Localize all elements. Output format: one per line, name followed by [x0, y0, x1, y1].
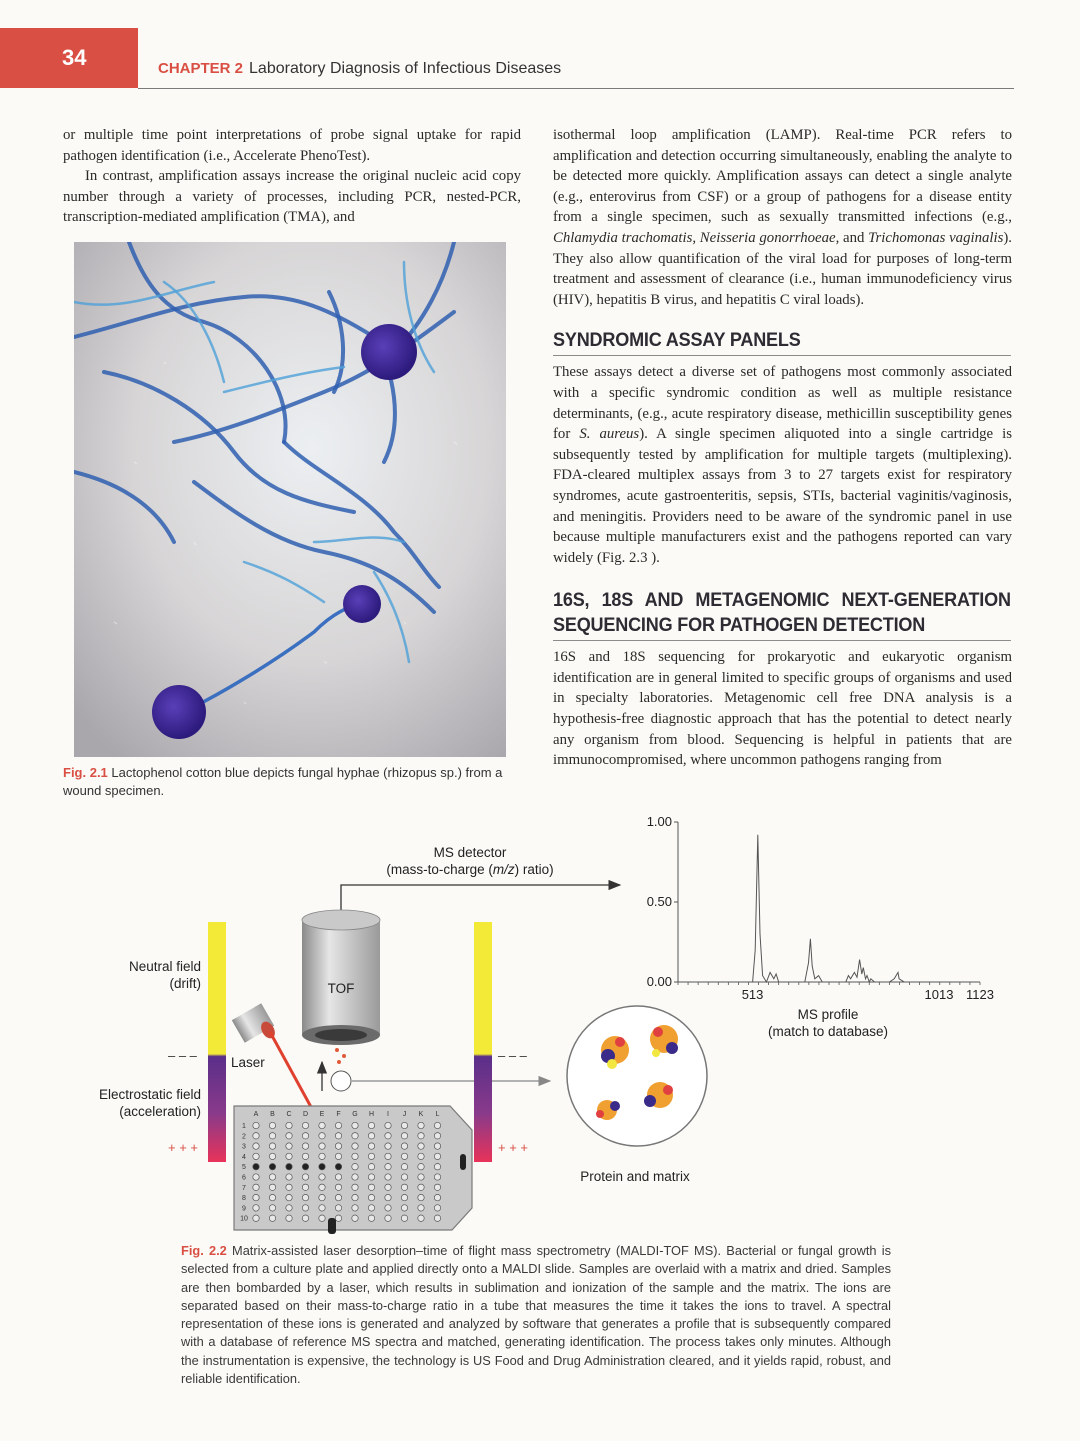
plate-well [253, 1164, 259, 1170]
plate-well [269, 1184, 275, 1190]
plate-well [368, 1122, 374, 1128]
plate-col-label: C [286, 1111, 292, 1118]
minus-sign-left: – – – [168, 1048, 197, 1063]
plate-well [418, 1122, 424, 1128]
plate-well [302, 1205, 308, 1211]
plate-row-label: 3 [242, 1143, 246, 1151]
plate-well [302, 1164, 308, 1170]
plate-well [335, 1205, 341, 1211]
y-tick-label: 0.50 [646, 894, 672, 909]
ms-ratio-label [386, 862, 553, 877]
plate-well [335, 1153, 341, 1159]
plate-well [352, 1164, 358, 1170]
plate-row-label: 4 [242, 1153, 246, 1161]
text-run: isothermal loop amplification (LAMP). Real-time PCR refers to amplification and detection occurring simultaneously, enabling the analyte to be detected more quickly. Amplification assays can detect a single analyte (e.g., enterovirus from CSF) or a group of pathogens for a disease entity from a single specimen, such as sexually transmitted infections (e.g., [553, 127, 1012, 226]
plate-well [269, 1174, 275, 1180]
plate-well [352, 1122, 358, 1128]
plate-well [434, 1215, 440, 1221]
mz-symbol: m/z [492, 862, 515, 877]
caption-text: Matrix-assisted laser desorption–time of flight mass spectrometry (MALDI-TOF MS). Bacterial or fungal growth is selected from a culture plate and applied directly onto a MALDI slide. Samples are overlaid with a matrix and dried. Samples are then bombarded by a laser, which results in sublimation and ionization of the sample and the matrix. The ions are separated based on their mass-to-charge ratio in a tube that measures the time it takes the ions to travel. A spectral representation of these ions is generated and analyzed by software that generates a profile that is subsequently compared with a database of reference MS spectra and matched, generating identification. The process takes only minutes. Although the instrumentation is expensive, the technology is US Food and Drug Administration cleared, and it yields rapid, robust, and reliable identification. [181, 1243, 891, 1387]
plate-well [401, 1133, 407, 1139]
header-rule [138, 88, 1014, 89]
plate-row-label: 10 [240, 1215, 248, 1223]
plate-well [253, 1215, 259, 1221]
plate-row-label: 8 [242, 1195, 246, 1203]
ms-profile-sublabel: (match to database) [767, 1024, 889, 1039]
tof-label: TOF [327, 981, 355, 996]
plate-well [368, 1174, 374, 1180]
plate-well [401, 1153, 407, 1159]
text-run: ). A single specimen aliquoted into a single cartridge is subsequently tested by amplification for multiple targets (multiplexing). FDA-cleared multiplex assays from 3 to 27 targets exist for respiratory syndromes, acute gastroenteritis, sepsis, STIs, bacterial vaginitis/vaginosis, and meningitis. Providers need to be aware of the syndromic panel in use because multiple manufacturers exist and the pathogens reported can vary widely (Fig. 2.3 ). [553, 426, 1013, 566]
plate-well [418, 1215, 424, 1221]
plate-well [368, 1194, 374, 1200]
field-bar-left [208, 922, 226, 1162]
field-bar-right [474, 922, 492, 1162]
plate-well [385, 1184, 391, 1190]
laser-label: Laser [231, 1055, 265, 1070]
plate-well [385, 1164, 391, 1170]
plate-well [319, 1205, 325, 1211]
ms-spectrum-chart [647, 814, 994, 1002]
plate-col-label: E [319, 1111, 325, 1118]
tof-tube [302, 910, 380, 1045]
plate-well [286, 1215, 292, 1221]
plate-well [335, 1184, 341, 1190]
plate-well [434, 1194, 440, 1200]
fungal-hyphae-micrograph [74, 242, 506, 757]
plate-well [253, 1174, 259, 1180]
plate-well [319, 1194, 325, 1200]
plate-well [418, 1153, 424, 1159]
plate-well [434, 1122, 440, 1128]
plate-row-label: 2 [242, 1133, 246, 1141]
plate-well [385, 1194, 391, 1200]
plate-well [418, 1174, 424, 1180]
plate-well [335, 1133, 341, 1139]
neutral-field-sublabel: (drift) [169, 976, 201, 991]
section-heading-sequencing: 16S, 18S AND METAGENOMIC NEXT-GENERATION SEQUENCING FOR PATHOGEN DETECTION [553, 588, 1011, 641]
plate-well [269, 1133, 275, 1139]
plate-well [401, 1143, 407, 1149]
figure-2-2-caption [181, 1242, 891, 1388]
plate-well [335, 1143, 341, 1149]
plus-sign-right: + + + [498, 1140, 528, 1155]
plate-well [335, 1122, 341, 1128]
plate-well [286, 1164, 292, 1170]
plate-well [352, 1174, 358, 1180]
plate-well [434, 1153, 440, 1159]
plate-well [385, 1143, 391, 1149]
plate-well [253, 1184, 259, 1190]
plate-well [319, 1153, 325, 1159]
text-run: (mass-to-charge ( [386, 862, 493, 877]
ms-detector-label: MS detector [433, 845, 507, 860]
plate-well [302, 1215, 308, 1221]
text-run: ) ratio) [514, 862, 554, 877]
plate-well [286, 1133, 292, 1139]
plate-well [302, 1153, 308, 1159]
x-tick-label: 1123 [966, 987, 994, 1002]
plate-well [434, 1143, 440, 1149]
species-name: Chlamydia trachomatis, Neisseria gonorrhoeae, [553, 229, 840, 246]
plate-well [418, 1194, 424, 1200]
plate-well [335, 1174, 341, 1180]
plate-well [269, 1215, 275, 1221]
figure-2-1-caption [63, 764, 523, 799]
plate-well [401, 1194, 407, 1200]
plate-col-label: B [270, 1111, 275, 1118]
plate-well [286, 1122, 292, 1128]
plate-col-label: D [302, 1111, 309, 1118]
plate-well [286, 1143, 292, 1149]
plate-well [269, 1122, 275, 1128]
plate-well [401, 1205, 407, 1211]
ion-cluster [331, 1071, 351, 1091]
plate-well [286, 1184, 292, 1190]
ion-particles [335, 1048, 346, 1064]
plate-col-label: I [387, 1111, 389, 1118]
plate-well [319, 1164, 325, 1170]
plate-well [319, 1215, 325, 1221]
plate-well [401, 1174, 407, 1180]
plate-well [269, 1143, 275, 1149]
y-tick-label: 1.00 [646, 814, 672, 829]
plate-well [385, 1215, 391, 1221]
plate-well [368, 1215, 374, 1221]
plate-well [319, 1143, 325, 1149]
plate-col-label: G [352, 1111, 358, 1118]
spectrum-line [678, 835, 965, 982]
paragraph: 16S and 18S sequencing for prokaryotic and eukaryotic organism identification are in general limited to specific groups of organisms and used in specialty laboratories. Metagenomic cell free DNA analysis is a hypothesis-free diagnostic approach that has the potential to detect nearly any organism from blood. Sequencing is helpful in patients that are immunocompromised, where uncommon pathogens ranging from [553, 649, 1012, 769]
plate-well [352, 1215, 358, 1221]
caption-text: Lactophenol cotton blue depicts fungal hyphae (rhizopus sp.) from a wound specimen. [63, 765, 503, 798]
figure-label: Fig. 2.1 [63, 765, 108, 780]
paragraph [553, 125, 1012, 310]
x-tick-label: 513 [741, 987, 764, 1002]
plate-well [335, 1215, 341, 1221]
plate-row-label: 5 [242, 1164, 246, 1172]
minus-sign-right: – – – [498, 1048, 527, 1063]
neutral-field-label: Neutral field [128, 959, 201, 974]
plate-well [368, 1164, 374, 1170]
plate-well [319, 1174, 325, 1180]
page-number: 34 [0, 28, 138, 88]
plate-well [253, 1122, 259, 1128]
plate-well [385, 1133, 391, 1139]
plate-col-label: A [253, 1111, 259, 1118]
electrostatic-field-label: Electrostatic field [98, 1087, 201, 1102]
section-heading-syndromic: SYNDROMIC ASSAY PANELS [553, 328, 1011, 356]
plate-well [253, 1143, 259, 1149]
plate-well [434, 1164, 440, 1170]
plate-well [302, 1184, 308, 1190]
plate-row-label: 1 [242, 1123, 246, 1130]
plate-well [418, 1205, 424, 1211]
ms-profile-label: MS profile [797, 1007, 859, 1022]
plate-row-label: 6 [242, 1174, 246, 1182]
y-tick-label: 0.00 [646, 974, 672, 989]
plate-well [368, 1184, 374, 1190]
paragraph: In contrast, amplification assays increase the original nucleic acid copy number through a variety of processes, including PCR, nested-PCR, transcription-mediated amplification (TMA), and [63, 168, 521, 226]
right-column-text [553, 125, 1012, 771]
plate-well [319, 1184, 325, 1190]
plate-well [434, 1174, 440, 1180]
plate-well [385, 1122, 391, 1128]
plate-well [385, 1174, 391, 1180]
maldi-tof-diagram [60, 810, 1020, 1240]
paragraph [553, 362, 1012, 568]
plate-well [418, 1143, 424, 1149]
plate-well [352, 1205, 358, 1211]
species-name: Trichomonas vaginalis [868, 229, 1004, 246]
plate-well [434, 1133, 440, 1139]
plate-well [434, 1205, 440, 1211]
plate-col-label: L [435, 1111, 440, 1118]
plate-well [352, 1153, 358, 1159]
plate-well [368, 1143, 374, 1149]
plate-well [401, 1164, 407, 1170]
plate-col-label: H [368, 1111, 375, 1118]
plate-col-label: K [418, 1111, 424, 1118]
maldi-target-plate [234, 1106, 472, 1234]
plate-well [401, 1122, 407, 1128]
plate-well [286, 1194, 292, 1200]
plate-well [385, 1205, 391, 1211]
x-tick-label: 1013 [924, 987, 954, 1002]
plate-col-label: J [402, 1111, 407, 1118]
plate-well [302, 1122, 308, 1128]
running-header [158, 60, 561, 78]
plate-well [385, 1153, 391, 1159]
text-run: ). They also allow quantification of the viral load for purposes of long-term treatment and assessment of clearance (i.e., human immunodeficiency virus (HIV), hepatitis B virus, and hepatitis C viral loads). [553, 229, 1012, 308]
plate-well [253, 1194, 259, 1200]
detector-arrow [341, 885, 620, 910]
plate-well [418, 1133, 424, 1139]
laser-emitter [232, 1003, 278, 1043]
plate-well [253, 1133, 259, 1139]
protein-matrix-circle [567, 1006, 707, 1146]
plate-well [352, 1184, 358, 1190]
plate-well [434, 1184, 440, 1190]
plate-well [269, 1153, 275, 1159]
plate-well [253, 1205, 259, 1211]
plate-well [352, 1133, 358, 1139]
chapter-label: CHAPTER 2 [158, 60, 244, 77]
plate-well [286, 1174, 292, 1180]
plate-well [352, 1194, 358, 1200]
plate-row-label: 7 [242, 1184, 246, 1192]
plate-well [401, 1215, 407, 1221]
plate-well [418, 1184, 424, 1190]
plate-well [253, 1153, 259, 1159]
plate-well [335, 1164, 341, 1170]
plate-well [302, 1133, 308, 1139]
text-run: These assays detect a diverse set of pathogens most commonly associated with a specific syndromic condition as well as multiple resistance determinants, (e.g., acute respiratory disease, methicillin susceptibility genes for [553, 364, 1012, 443]
plate-well [368, 1205, 374, 1211]
plate-well [302, 1194, 308, 1200]
plate-well [401, 1184, 407, 1190]
plate-well [352, 1143, 358, 1149]
plate-well [302, 1143, 308, 1149]
paragraph: or multiple time point interpretations of probe signal uptake for rapid pathogen identification (i.e., Accelerate PhenoTest). [63, 127, 521, 164]
plate-col-label: F [336, 1111, 341, 1118]
electrostatic-field-sublabel: (acceleration) [119, 1104, 201, 1119]
protein-matrix-label: Protein and matrix [580, 1169, 690, 1184]
plate-well [368, 1133, 374, 1139]
plate-well [286, 1153, 292, 1159]
plate-well [368, 1153, 374, 1159]
left-column-text [63, 125, 521, 228]
plate-well [286, 1205, 292, 1211]
species-name: S. aureus [579, 426, 640, 443]
plate-well [269, 1194, 275, 1200]
plate-well [335, 1194, 341, 1200]
plate-well [418, 1164, 424, 1170]
chapter-title: Laboratory Diagnosis of Infectious Diseases [249, 60, 562, 77]
plus-sign-left: + + + [168, 1140, 198, 1155]
plate-well [319, 1122, 325, 1128]
plate-well [269, 1205, 275, 1211]
plate-well [319, 1133, 325, 1139]
figure-label: Fig. 2.2 [181, 1243, 227, 1258]
plate-well [302, 1174, 308, 1180]
text-run: and [839, 229, 869, 246]
plate-row-label: 9 [242, 1205, 246, 1213]
plate-well [269, 1164, 275, 1170]
